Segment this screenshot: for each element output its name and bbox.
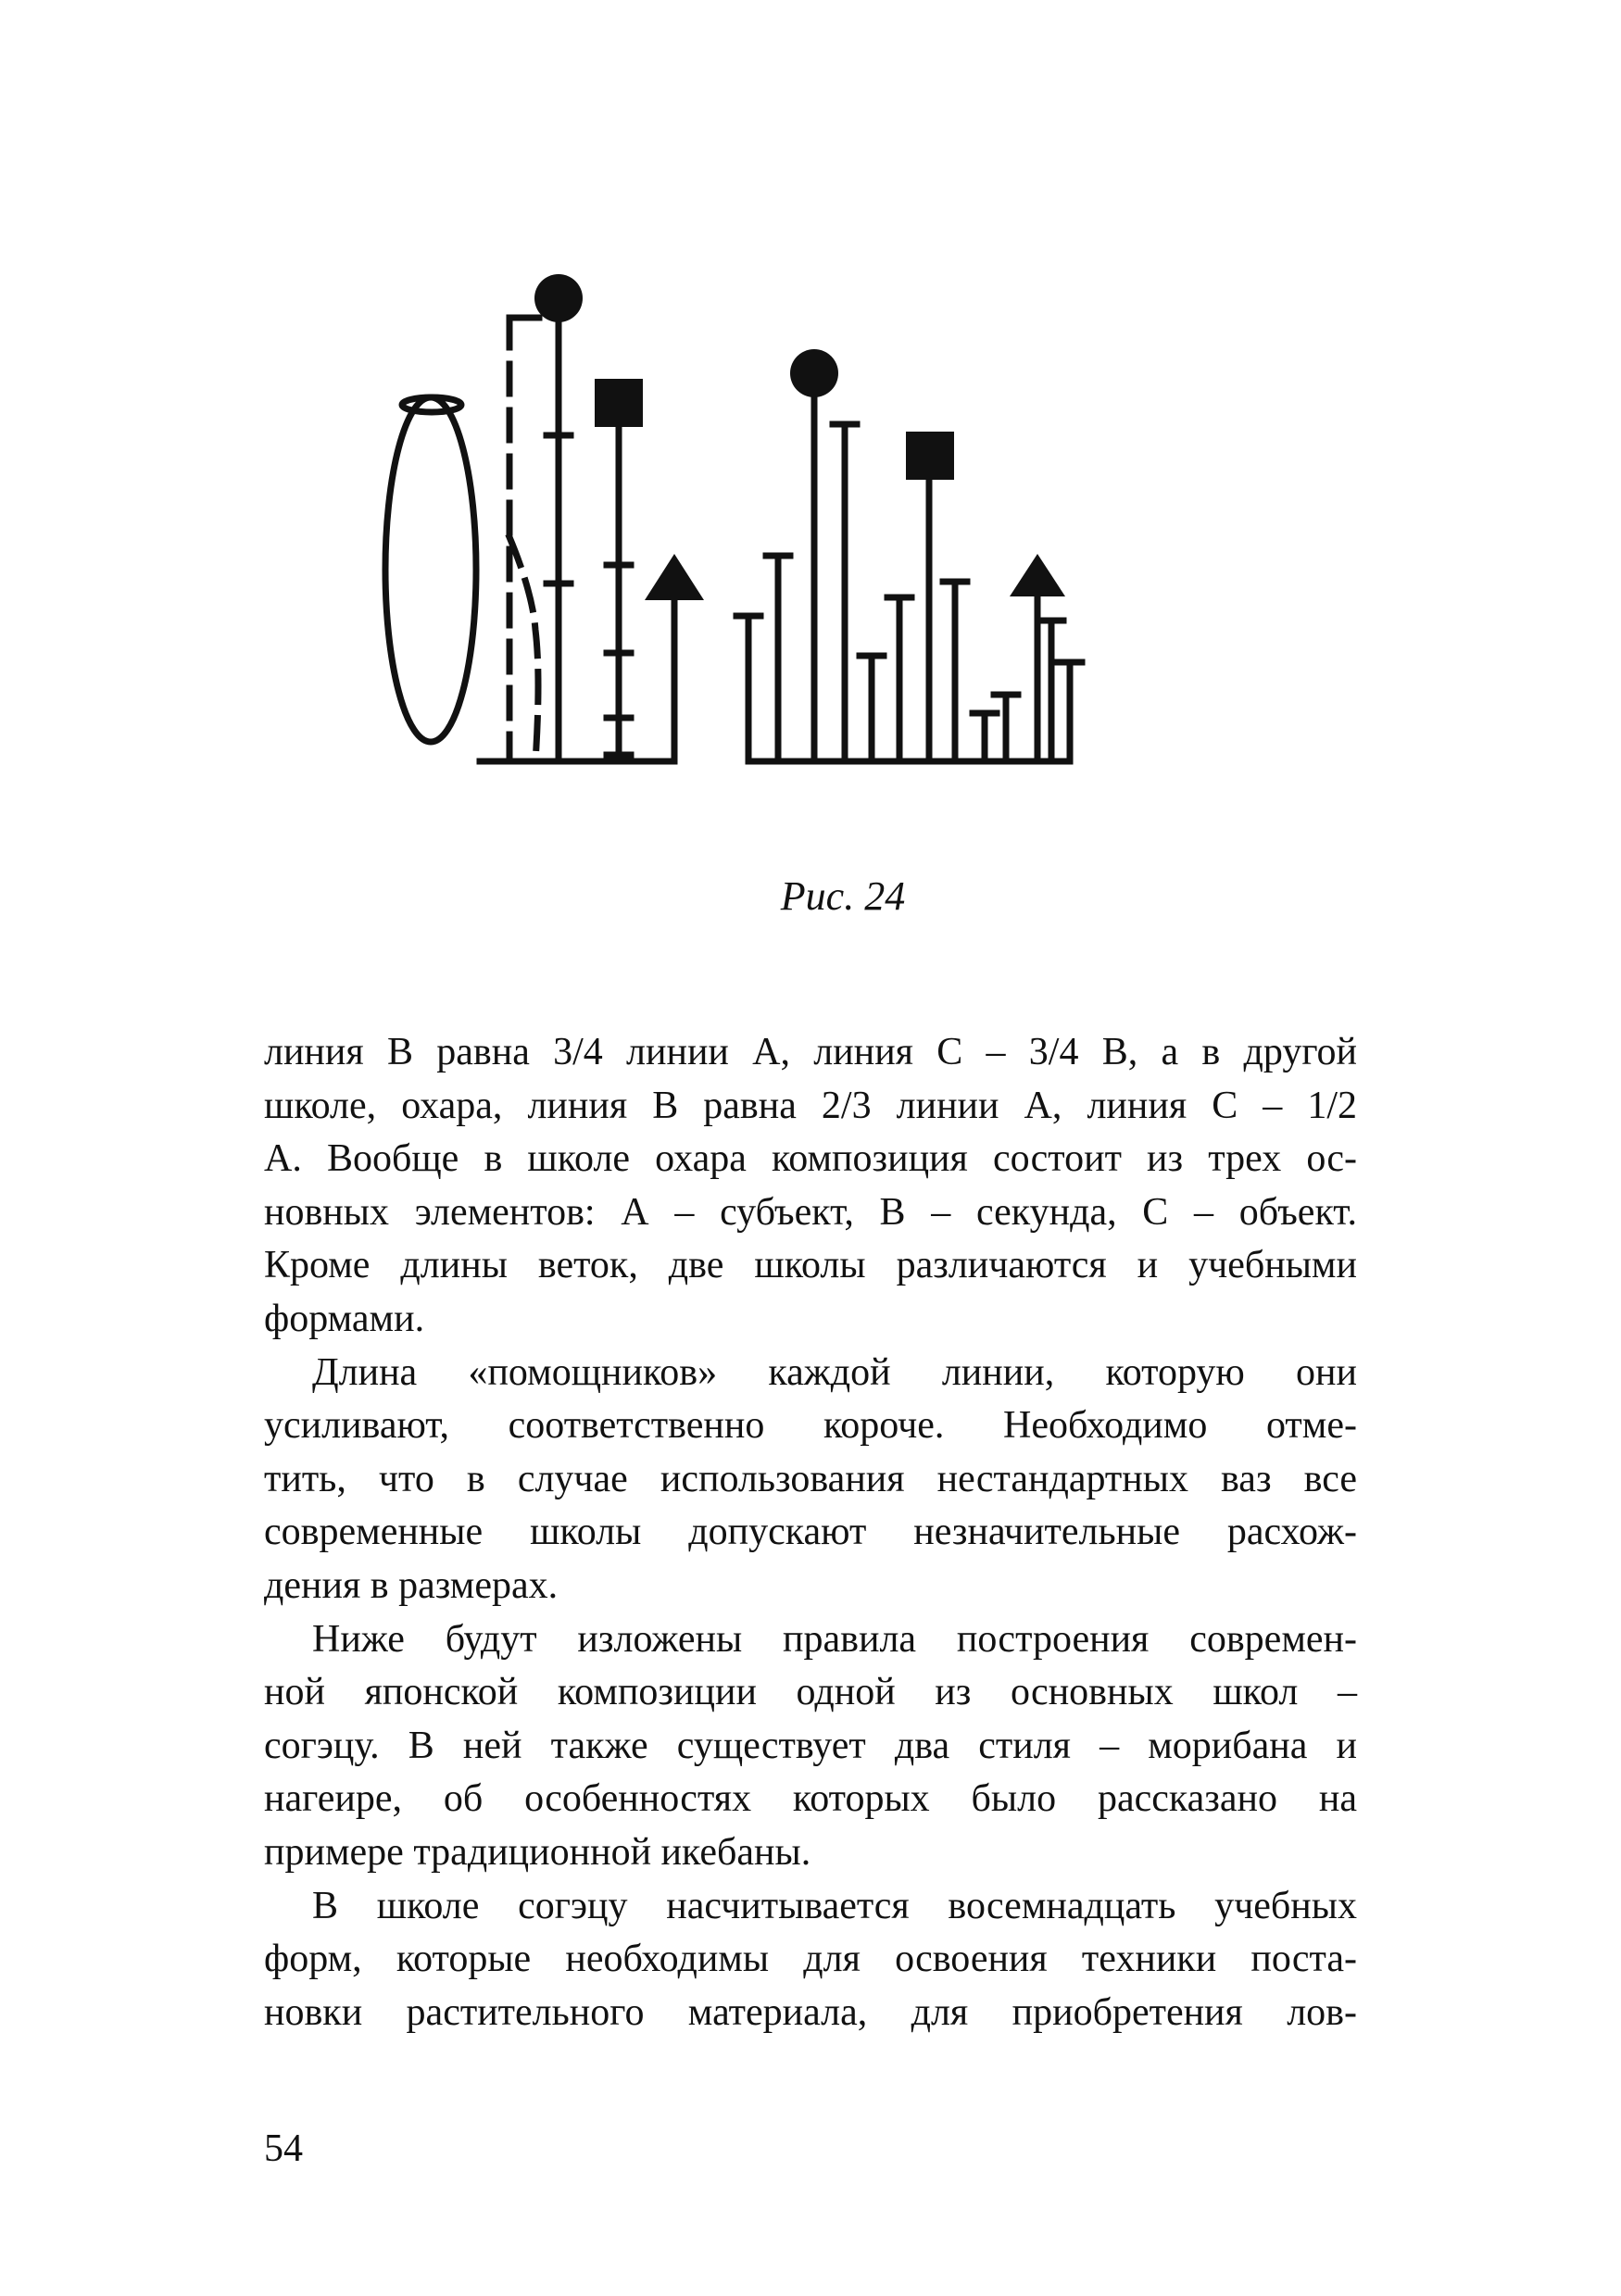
square-head-b-right — [906, 432, 954, 480]
caption-text: Рис. 24 — [780, 873, 906, 919]
circle-head-a-right — [790, 349, 838, 397]
paragraph-4 — [264, 1880, 1357, 2040]
text-line: Ниже будут изложены правила построения современ- — [312, 1617, 1357, 1661]
figure-24 — [371, 241, 1278, 852]
text-line: тить, что в случае использования нестандартных ваз все — [264, 1457, 1357, 1500]
square-head-b — [595, 379, 643, 427]
paragraph-2 — [264, 1347, 1357, 1613]
text-line: линия В равна 3/4 линии А, линия С – 3/4 В, а в другой — [264, 1031, 1357, 1073]
vase-outline — [385, 397, 476, 742]
paragraph-3 — [264, 1613, 1357, 1880]
figure-caption — [0, 871, 1621, 922]
text-line: нагеире, об особенностях которых было рассказано на — [264, 1777, 1357, 1821]
text-line: новки растительного материала, для приобретения лов- — [264, 1990, 1357, 2034]
paragraph-1 — [264, 1026, 1357, 1347]
body-text — [264, 1026, 1357, 2039]
circle-head-a — [534, 274, 583, 322]
text-line: Кроме длины веток, две школы различаются и учебными — [264, 1244, 1357, 1287]
text-line: форм, которые необходимы для освоения техники поста- — [264, 1938, 1357, 1981]
text-line: современные школы допускают незначительные расхож- — [264, 1511, 1357, 1554]
text-line: примере традиционной икебаны. — [264, 1830, 811, 1874]
text-line: ной японской композиции одной из основных школ – — [264, 1671, 1357, 1714]
text-line: формами. — [264, 1297, 425, 1340]
dashed-stem-outline — [509, 318, 556, 761]
text-line: дения в размерах. — [264, 1563, 559, 1607]
text-line: А. Вообще в школе охара композиция состоит из трех ос- — [264, 1137, 1357, 1181]
ikebana-diagram — [371, 241, 1278, 852]
text-line: школе, охара, линия В равна 2/3 линии А, линия С – 1/2 — [264, 1084, 1357, 1127]
vase-rim — [402, 397, 461, 412]
text-line: новных элементов: А – субъект, В – секунда, С – объект. — [264, 1190, 1357, 1234]
text-line: Длина «помощников» каждой линии, которую они — [312, 1350, 1357, 1394]
triangle-head-c-right — [1010, 554, 1065, 596]
text-line: В школе согэцу насчитывается восемнадцать учебных — [312, 1884, 1357, 1927]
triangle-head-c — [645, 554, 704, 600]
text-line: согэцу. В ней также существует два стиля – морибана и — [264, 1724, 1357, 1767]
text-line: усиливают, соответственно короче. Необходимо отме- — [264, 1404, 1357, 1448]
page-number: 54 — [264, 2127, 303, 2170]
